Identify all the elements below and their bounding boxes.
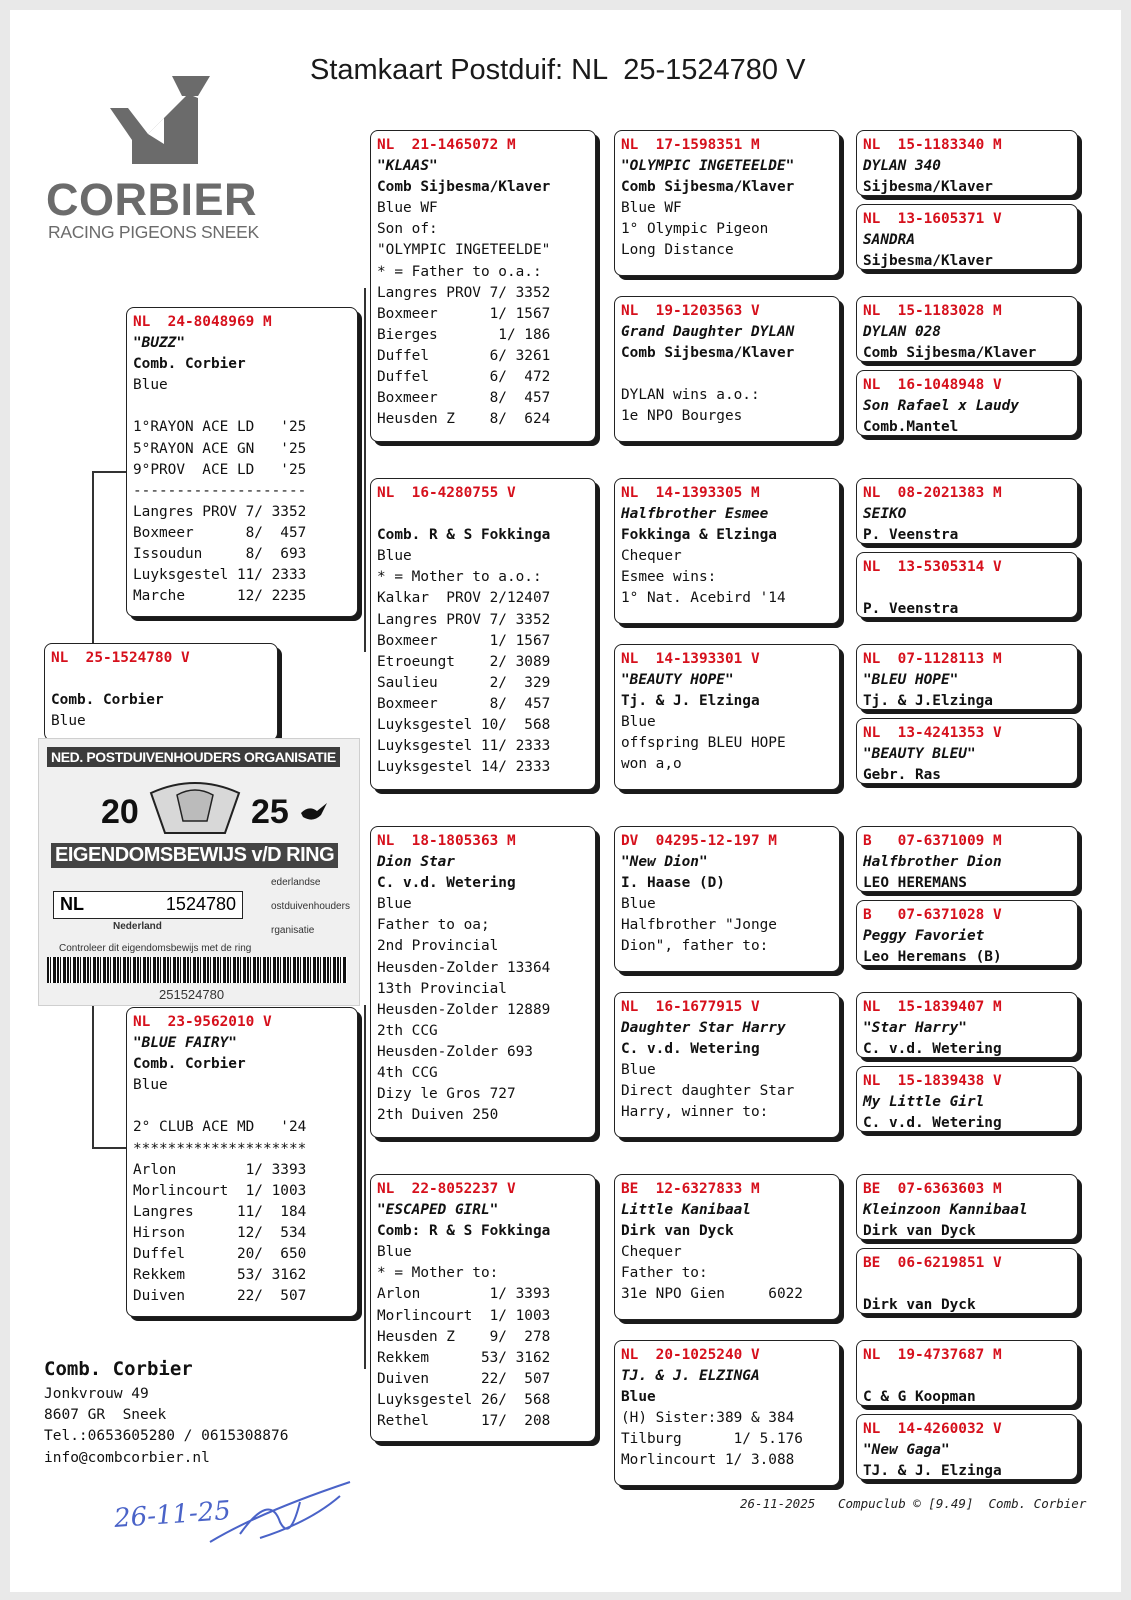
breeder: Comb: R & S Fokkinga [377, 1223, 551, 1240]
detail-line: Dion", father to: [621, 938, 769, 955]
pigeon-card-g12 [856, 1066, 1078, 1132]
pigeon-name [51, 669, 271, 690]
breeder: Dirk van Dyck [621, 1223, 734, 1240]
breeder: Comb Sijbesma/Klaver [377, 179, 551, 196]
detail-line: Duiven 22/ 507 [377, 1370, 551, 1387]
breeder: Comb. Corbier [51, 692, 164, 709]
owner-street: Jonkvrouw 49 [44, 1386, 149, 1402]
breeder: I. Haase (D) [621, 875, 725, 892]
barcode-number: 251524780 [159, 987, 225, 1002]
pigeon-name [863, 578, 1071, 599]
detail-line: Morlincourt 1/ 3.088 [621, 1452, 795, 1469]
pigeon-card-g7 [856, 644, 1078, 710]
detail-line: Heusden-Zolder 13364 [377, 959, 551, 976]
detail-line: Chequer [621, 1244, 682, 1261]
detail-line: Father to oa; [377, 917, 490, 934]
detail-line: Boxmeer 1/ 1567 [377, 632, 551, 649]
detail-line: Blue [621, 896, 656, 913]
dove-icon [299, 801, 329, 823]
pigeon-name: Little Kanibaal [621, 1202, 751, 1219]
pigeon-card-g6 [856, 552, 1078, 618]
logo-subtitle: RACING PIGEONS SNEEK [48, 222, 259, 242]
detail-line: Harry, winner to: [621, 1104, 769, 1121]
breeder: LEO HEREMANS [863, 875, 967, 892]
pigeon-name: DYLAN 028 [863, 324, 941, 341]
ring-country: NL [60, 894, 84, 914]
breeder: Tj. & J.Elzinga [863, 693, 993, 710]
ring-number: B 07-6371028 V [863, 907, 1002, 923]
detail-line: Luyksgestel 11/ 2333 [133, 567, 307, 584]
ring-number: NL 16-1048948 V [863, 377, 1002, 393]
owner-city: 8607 GR Sneek [44, 1407, 167, 1424]
detail-line: Heusden Z 8/ 624 [377, 411, 551, 428]
ring-number: NL 15-1183028 M [863, 303, 1002, 319]
detail-line: Kalkar PROV 2/12407 [377, 590, 551, 607]
detail-line: Etroeungt 2/ 3089 [377, 653, 551, 670]
detail-line [621, 364, 833, 385]
breeder: Comb. Corbier [133, 356, 246, 373]
signature-icon [200, 1472, 360, 1552]
detail-line: 13th Provincial [377, 980, 507, 997]
pigeon-name: Son Rafael x Laudy [863, 398, 1019, 415]
detail-line: DYLAN wins a.o.: [621, 387, 760, 404]
detail-line [133, 1096, 351, 1117]
detail-line: "OLYMPIC INGETEELDE" [377, 242, 551, 259]
footer-date: 26-11-2025 [740, 1496, 816, 1511]
ring-number-box [53, 891, 243, 919]
pigeon-card-g15 [856, 1340, 1078, 1406]
certificate-note: Controleer dit eigendomsbewijs met de ring [59, 943, 252, 954]
detail-line: Duffel 20/ 650 [133, 1246, 307, 1263]
pigeon-card-father [126, 307, 358, 617]
detail-line: Langres PROV 7/ 3352 [377, 611, 551, 628]
pigeon-name: "ESCAPED GIRL" [377, 1202, 499, 1219]
detail-line: (H) Sister:389 & 384 [621, 1410, 795, 1427]
ring-number: NL 13-1605371 V [863, 211, 1002, 227]
detail-line: Dizy le Gros 727 [377, 1086, 516, 1103]
footer-software: Compuclub © [9.49] Comb. Corbier [838, 1496, 1087, 1511]
detail-line: Boxmeer 8/ 457 [377, 390, 551, 407]
breeder: C. v.d. Wetering [377, 875, 516, 892]
ring-number: NL 19-4737687 M [863, 1347, 1002, 1363]
detail-line: Duffel 6/ 472 [377, 369, 551, 386]
pigeon-name [863, 1366, 1071, 1387]
breeder: Comb Sijbesma/Klaver [621, 345, 795, 362]
ring-number: NL 15-1839407 M [863, 999, 1002, 1015]
pigeon-card-g10 [856, 900, 1078, 966]
pigeon-name: "BUZZ" [133, 335, 185, 352]
certificate-year-right: 25 [251, 793, 289, 831]
detail-line: Tilburg 1/ 5.176 [621, 1431, 803, 1448]
pigeon-logo-icon [102, 74, 212, 170]
ring-number: NL 25-1524780 V [51, 650, 190, 666]
connector-line [364, 288, 366, 652]
pigeon-name: "BEAUTY BLEU" [863, 746, 976, 763]
ring-number: NL 14-1393305 M [621, 485, 760, 501]
breeder: Tj. & J. Elzinga [621, 693, 760, 710]
detail-line: Blue [377, 1244, 412, 1261]
pigeon-name: Halfbrother Dion [863, 854, 1002, 871]
pigeon-card-g3 [856, 296, 1078, 362]
pigeon-name: SEIKO [863, 506, 907, 523]
breeder: Comb.Mantel [863, 419, 959, 436]
detail-line: 1°RAYON ACE LD '25 [133, 419, 307, 436]
detail-line: Son of: [377, 221, 438, 238]
ring-number: BE 12-6327833 M [621, 1181, 760, 1197]
detail-line: Blue [51, 713, 86, 730]
breeder: P. Veenstra [863, 601, 959, 618]
certificate-country-name: Nederland [113, 921, 162, 932]
page-title: Stamkaart Postduif: NL 25-1524780 V [310, 54, 806, 86]
npo-line-3: rganisatie [271, 925, 315, 936]
barcode [47, 957, 347, 983]
detail-line: 2nd Provincial [377, 938, 499, 955]
detail-line: Luyksgestel 10/ 568 [377, 717, 551, 734]
detail-line: 31e NPO Gien 6022 [621, 1286, 803, 1303]
detail-line: Boxmeer 8/ 457 [133, 524, 307, 541]
detail-line: -------------------- [133, 482, 307, 499]
pigeon-name: "KLAAS" [377, 158, 438, 175]
detail-line: Hirson 12/ 534 [133, 1224, 307, 1241]
detail-line: Long Distance [621, 242, 734, 259]
pigeon-card-mfm [614, 992, 840, 1138]
breeder: Sijbesma/Klaver [863, 179, 993, 196]
detail-line: Blue WF [377, 200, 438, 217]
detail-line: Blue [377, 896, 412, 913]
pigeon-name: "Star Harry" [863, 1020, 967, 1037]
pigeon-name: Halfbrother Esmee [621, 506, 769, 523]
breeder: C & G Koopman [863, 1389, 976, 1406]
ring-number: NL 15-1183340 M [863, 137, 1002, 153]
pigeon-name: TJ. & J. ELZINGA [621, 1368, 760, 1385]
detail-line: Duiven 22/ 507 [133, 1288, 307, 1305]
ring-number: B 07-6371009 M [863, 833, 1002, 849]
detail-line: Boxmeer 1/ 1567 [377, 305, 551, 322]
pigeon-card-g16 [856, 1414, 1078, 1480]
pigeon-card-mm [370, 1174, 596, 1442]
pigeon-card-g11 [856, 992, 1078, 1058]
detail-line: Arlon 1/ 3393 [377, 1286, 551, 1303]
detail-line [133, 396, 351, 417]
ring-number: NL 16-1677915 V [621, 999, 760, 1015]
pigeon-name: DYLAN 340 [863, 158, 941, 175]
pigeon-name: "BEAUTY HOPE" [621, 672, 734, 689]
detail-line: Blue [621, 1062, 656, 1079]
detail-line: Blue [621, 714, 656, 731]
pigeon-card-fmm [614, 644, 840, 790]
detail-line: Father to: [621, 1265, 708, 1282]
pigeon-name: "BLEU HOPE" [863, 672, 959, 689]
npo-line-1: ederlandse [271, 877, 321, 888]
ring-number: 1524780 [165, 894, 236, 914]
detail-line: Direct daughter Star [621, 1083, 795, 1100]
breeder: Fokkinga & Elzinga [621, 527, 777, 544]
ring-number: NL 14-4260032 V [863, 1421, 1002, 1437]
pigeon-name: "New Gaga" [863, 1442, 950, 1459]
pigeon-name [377, 504, 589, 525]
pigeon-name: Peggy Favoriet [863, 928, 985, 945]
npo-line-2: ostduivenhouders [271, 901, 350, 912]
pigeon-card-mmm [614, 1340, 840, 1486]
detail-line: Arlon 1/ 3393 [133, 1161, 307, 1178]
detail-line: Langres PROV 7/ 3352 [377, 284, 551, 301]
detail-line: won a,o [621, 756, 682, 773]
pigeon-card-g9 [856, 826, 1078, 892]
detail-line: 5°RAYON ACE GN '25 [133, 440, 307, 457]
detail-line: Heusden-Zolder 693 [377, 1043, 533, 1060]
pigeon-card-fm [370, 478, 596, 790]
detail-line: Esmee wins: [621, 569, 717, 586]
pigeon-card-mff [614, 826, 840, 972]
ring-number: NL 19-1203563 V [621, 303, 760, 319]
detail-line: offspring BLEU HOPE [621, 735, 786, 752]
owner-name: Comb. Corbier [44, 1358, 193, 1380]
owner-phone: Tel.:0653605280 / 0615308876 [44, 1428, 289, 1445]
ownership-certificate [38, 738, 360, 1006]
detail-line: 9°PROV ACE LD '25 [133, 461, 307, 478]
pigeon-card-ff [370, 130, 596, 442]
certificate-year-left: 20 [101, 793, 139, 831]
ring-number: BE 06-6219851 V [863, 1255, 1002, 1271]
detail-line: * = Mother to: [377, 1265, 499, 1282]
pigeon-name: SANDRA [863, 232, 915, 249]
detail-line: Halfbrother "Jonge [621, 917, 777, 934]
breeder: Comb. Corbier [133, 1056, 246, 1073]
detail-line: 2th CCG [377, 1022, 438, 1039]
breeder: Gebr. Ras [863, 767, 941, 784]
logo-wordmark: CORBIER [46, 174, 258, 225]
breeder: Dirk van Dyck [863, 1223, 976, 1240]
breeder: Blue [621, 1389, 656, 1406]
pigeon-card-g5 [856, 478, 1078, 544]
detail-line: Issoudun 8/ 693 [133, 546, 307, 563]
handwritten-date: 26-11-25 [113, 1495, 232, 1535]
detail-line: * = Mother to a.o.: [377, 569, 542, 586]
pigeon-name: "BLUE FAIRY" [133, 1035, 237, 1052]
detail-line: Heusden Z 9/ 278 [377, 1328, 551, 1345]
pigeon-card-g13 [856, 1174, 1078, 1240]
ring-number: NL 18-1805363 M [377, 833, 516, 849]
ring-number: NL 13-5305314 V [863, 559, 1002, 575]
pigeon-name: Dion Star [377, 854, 455, 871]
detail-line: Blue [377, 548, 412, 565]
certificate-title: EIGENDOMSBEWIJS v/D RING [51, 843, 338, 868]
breeder: Comb Sijbesma/Klaver [863, 345, 1037, 362]
breeder: C. v.d. Wetering [863, 1115, 1002, 1132]
detail-line: Saulieu 2/ 329 [377, 674, 551, 691]
detail-line: Boxmeer 8/ 457 [377, 695, 551, 712]
detail-line: Rekkem 53/ 3162 [133, 1267, 307, 1284]
breeder: P. Veenstra [863, 527, 959, 544]
lion-crest-icon [147, 773, 243, 843]
pigeon-card-g8 [856, 718, 1078, 784]
pigeon-card-mother [126, 1007, 358, 1317]
connector-line [364, 1005, 366, 1369]
pigeon-card-g1 [856, 130, 1078, 196]
pedigree-sheet [10, 10, 1121, 1592]
connector-line [92, 471, 126, 473]
ring-number: NL 21-1465072 M [377, 137, 516, 153]
breeder: Dirk van Dyck [863, 1297, 976, 1314]
detail-line: Blue [133, 377, 168, 394]
owner-address [44, 1358, 288, 1469]
connector-line [92, 1147, 126, 1149]
ring-number: NL 07-1128113 M [863, 651, 1002, 667]
ring-number: NL 20-1025240 V [621, 1347, 760, 1363]
ring-number: NL 14-1393301 V [621, 651, 760, 667]
breeder: C. v.d. Wetering [863, 1041, 1002, 1058]
detail-line: Langres 11/ 184 [133, 1203, 307, 1220]
detail-line: 2° CLUB ACE MD '24 [133, 1119, 307, 1136]
pigeon-name: My Little Girl [863, 1094, 985, 1111]
detail-line: ******************** [133, 1140, 307, 1157]
breeder: C. v.d. Wetering [621, 1041, 760, 1058]
detail-line: Duffel 6/ 3261 [377, 347, 551, 364]
pigeon-card-fff [614, 130, 840, 276]
pigeon-name: "OLYMPIC INGETEELDE" [621, 158, 795, 175]
owner-email: info@combcorbier.nl [44, 1449, 210, 1466]
detail-line: 4th CCG [377, 1065, 438, 1082]
ring-number: NL 15-1839438 V [863, 1073, 1002, 1089]
ring-number: DV 04295-12-197 M [621, 833, 777, 849]
pigeon-name: Kleinzoon Kannibaal [863, 1202, 1028, 1219]
detail-line: Langres PROV 7/ 3352 [133, 503, 307, 520]
detail-line: Blue [133, 1077, 168, 1094]
detail-line: Heusden-Zolder 12889 [377, 1001, 551, 1018]
ring-number: NL 16-4280755 V [377, 485, 516, 501]
detail-line: Luyksgestel 14/ 2333 [377, 759, 551, 776]
corbier-logo [46, 74, 276, 244]
ring-number: NL 13-4241353 V [863, 725, 1002, 741]
detail-line: Luyksgestel 26/ 568 [377, 1391, 551, 1408]
detail-line: Rethel 17/ 208 [377, 1413, 551, 1430]
ring-number: NL 08-2021383 M [863, 485, 1002, 501]
pigeon-card-fmf [614, 478, 840, 624]
pigeon-card-g14 [856, 1248, 1078, 1314]
pigeon-name: "New Dion" [621, 854, 708, 871]
detail-line: 1° Nat. Acebird '14 [621, 590, 786, 607]
detail-line: Rekkem 53/ 3162 [377, 1349, 551, 1366]
detail-line: Morlincourt 1/ 1003 [377, 1307, 551, 1324]
pigeon-card-mf [370, 826, 596, 1138]
breeder: Sijbesma/Klaver [863, 253, 993, 270]
detail-line: 1° Olympic Pigeon [621, 221, 769, 238]
pigeon-name [863, 1274, 1071, 1295]
detail-line: Morlincourt 1/ 1003 [133, 1182, 307, 1199]
detail-line: Marche 12/ 2235 [133, 588, 307, 605]
pigeon-name: Daughter Star Harry [621, 1020, 786, 1037]
pigeon-card-g4 [856, 370, 1078, 436]
detail-line: Bierges 1/ 186 [377, 326, 551, 343]
detail-line: Chequer [621, 548, 682, 565]
pigeon-card-ffm [614, 296, 840, 442]
ring-number: NL 24-8048969 M [133, 314, 272, 330]
detail-line: Blue WF [621, 200, 682, 217]
pigeon-card-subject [44, 643, 278, 741]
detail-line: * = Father to o.a.: [377, 263, 542, 280]
ring-number: NL 17-1598351 M [621, 137, 760, 153]
certificate-header: NED. POSTDUIVENHOUDERS ORGANISATIE [47, 747, 340, 767]
ring-number: BE 07-6363603 M [863, 1181, 1002, 1197]
ring-number: NL 23-9562010 V [133, 1014, 272, 1030]
detail-line: 2th Duiven 250 [377, 1107, 499, 1124]
pigeon-name: Grand Daughter DYLAN [621, 324, 795, 341]
ring-number: NL 22-8052237 V [377, 1181, 516, 1197]
pigeon-card-mmf [614, 1174, 840, 1320]
breeder: Comb Sijbesma/Klaver [621, 179, 795, 196]
breeder: TJ. & J. Elzinga [863, 1463, 1002, 1480]
breeder: Comb. R & S Fokkinga [377, 527, 551, 544]
detail-line: 1e NPO Bourges [621, 408, 743, 425]
breeder: Leo Heremans (B) [863, 949, 1002, 966]
pigeon-card-g2 [856, 204, 1078, 270]
detail-line: Luyksgestel 11/ 2333 [377, 738, 551, 755]
